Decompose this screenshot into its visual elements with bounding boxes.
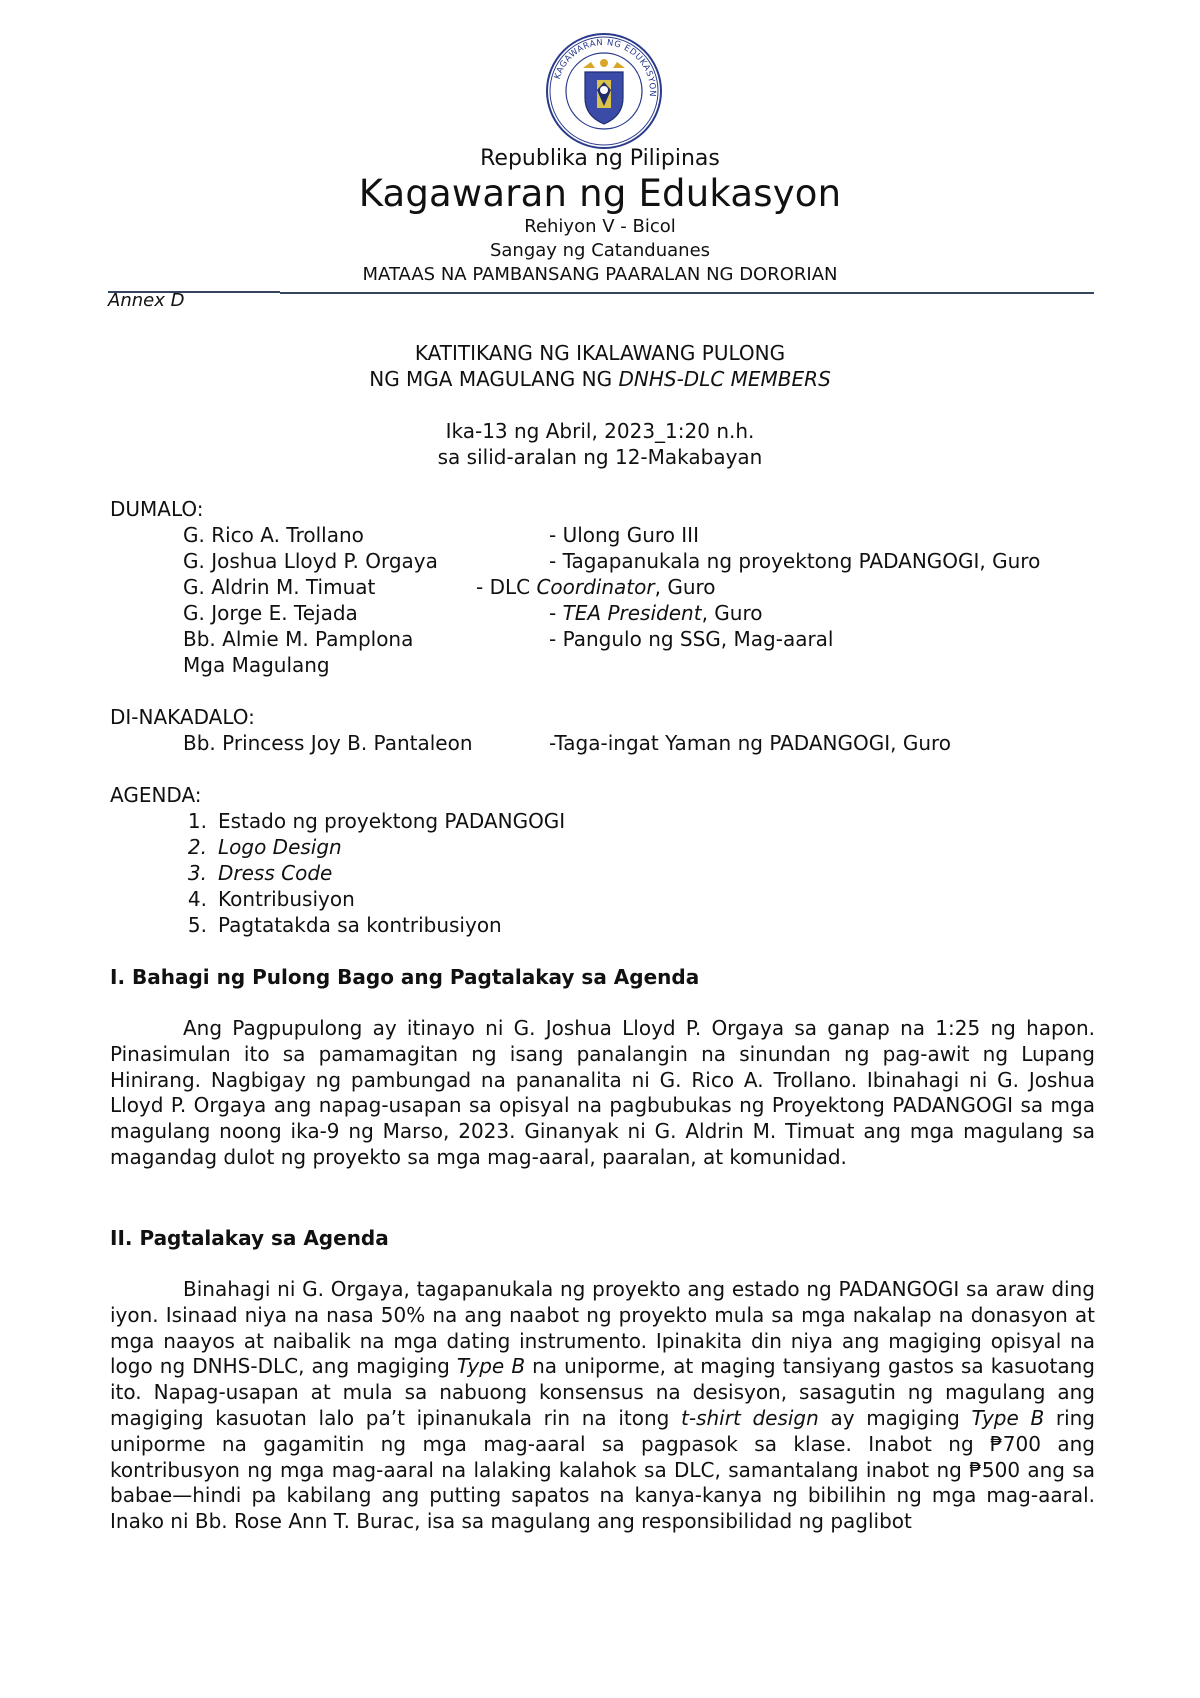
deped-seal-icon (545, 32, 663, 150)
absentee-name: Bb. Princess Joy B. Pantaleon (183, 731, 473, 755)
attendee-name: G. Aldrin M. Timuat (183, 575, 376, 599)
attendee-role: - Ulong Guro III (549, 523, 699, 547)
agenda-item: Estado ng proyektong PADANGOGI (218, 809, 566, 833)
agenda-label: AGENDA: (110, 783, 202, 807)
attendee-name: G. Joshua Lloyd P. Orgaya (183, 549, 438, 573)
svg-text:KAGAWARAN NG EDUKASYON: KAGAWARAN NG EDUKASYON (552, 37, 658, 98)
attendee-role: - Pangulo ng SSG, Mag-aaral (549, 627, 834, 651)
school-name: MATAAS NA PAMBANSANG PAARALAN NG DORORIAN (362, 264, 838, 285)
annex-label: Annex D (108, 290, 185, 311)
agenda-item: Pagtatakda sa kontribusiyon (218, 913, 502, 937)
agenda-item: Logo Design (218, 835, 342, 859)
section-heading: I. Bahagi ng Pulong Bago ang Pagtalakay sa Agenda (110, 965, 700, 989)
absent-label: DI-NAKADALO: (110, 705, 255, 729)
attendee-name: G. Jorge E. Tejada (183, 601, 358, 625)
agenda-item: Dress Code (218, 861, 333, 885)
agenda-item: Kontribusiyon (218, 887, 355, 911)
agenda-number: 2. (187, 835, 207, 859)
attendee-role: - Tagapanukala ng proyektong PADANGOGI, Guro (549, 549, 1041, 573)
present-label: DUMALO: (110, 497, 204, 521)
agenda-number: 1. (187, 809, 207, 833)
division-name: Sangay ng Catanduanes (489, 240, 711, 261)
agenda-number: 3. (187, 861, 207, 885)
document-title: KATITIKANG NG IKALAWANG PULONG (414, 341, 786, 365)
section-paragraph: Ang Pagpupulong ay itinayo ni G. Joshua Lloyd P. Orgaya sa ganap na 1:25 ng hapon. Pinasimulan ito sa pamamagitan ng isang panalangin na sinundan ng pag-awit ng Lupang Hinirang. Nagbigay ng pambungad na pananalita ni G. Rico A. Trollano. Ibinahagi ni G. Joshua Lloyd P. Orgaya ang napag-usapan sa opisyal na pagbubukas ng Proyektong PADANGOGI sa mga magulang noong ika-9 ng Marso, 2023. Ginanyak ni G. Aldrin M. Timuat ang mga magulang sa magandag dulot ng proyekto sa mga mag-aaral, paaralan, at komunidad. (110, 1016, 1095, 1169)
agenda-number: 5. (187, 913, 207, 937)
header-rule (280, 292, 1094, 294)
meeting-date: Ika-13 ng Abril, 2023_1:20 n.h. (445, 419, 755, 443)
section-heading: II. Pagtalakay sa Agenda (110, 1226, 389, 1250)
agenda-number: 4. (187, 887, 207, 911)
meeting-venue: sa silid-aralan ng 12-Makabayan (437, 445, 763, 469)
attendee-name: Bb. Almie M. Pamplona (183, 627, 414, 651)
document-subtitle: NG MGA MAGULANG NG DNHS-DLC MEMBERS (369, 367, 831, 391)
country-name: Republika ng Pilipinas (480, 146, 720, 171)
agency-name: Kagawaran ng Edukasyon (358, 172, 842, 215)
attendee-name: G. Rico A. Trollano (183, 523, 364, 547)
attendee-role: - DLC Coordinator, Guro (476, 575, 716, 599)
region-name: Rehiyon V - Bicol (524, 216, 676, 237)
attendee-name: Mga Magulang (183, 653, 330, 677)
section-paragraph: Binahagi ni G. Orgaya, tagapanukala ng proyekto ang estado ng PADANGOGI sa araw ding iyon. Isinaad niya na nasa 50% na ang naabot ng proyekto mula sa mga nakalap na donasyon at mga naayos at naibalik na mga dating instrumento. Ipinakita din niya ang magiging opisyal na logo ng DNHS-DLC, ang magiging Type B na uniporme, at maging tansiyang gastos sa kasuotang ito. Napag-usapan at mula sa nabuong konsensus na desisyon, sasagutin ng magulang ang magiging kasuotan lalo pa’t ipinanukala rin na itong t-shirt design ay magiging Type B ring uniporme na gagamitin ng mga mag-aaral sa pagpasok sa klase. Inabot ng ₱700 ang kontribusyon ng mga mag-aaral na lalaking kalahok sa DLC, samantalang inabot ng ₱500 ang sa babae—hindi pa kabilang ang putting sapatos na kanya-kanya ng bibilihin ng mga mag-aaral. Inako ni Bb. Rose Ann T. Burac, isa sa magulang ang responsibilidad ng paglibot (110, 1277, 1095, 1534)
absentee-role: -Taga-ingat Yaman ng PADANGOGI, Guro (549, 731, 952, 755)
attendee-role: - TEA President, Guro (549, 601, 763, 625)
